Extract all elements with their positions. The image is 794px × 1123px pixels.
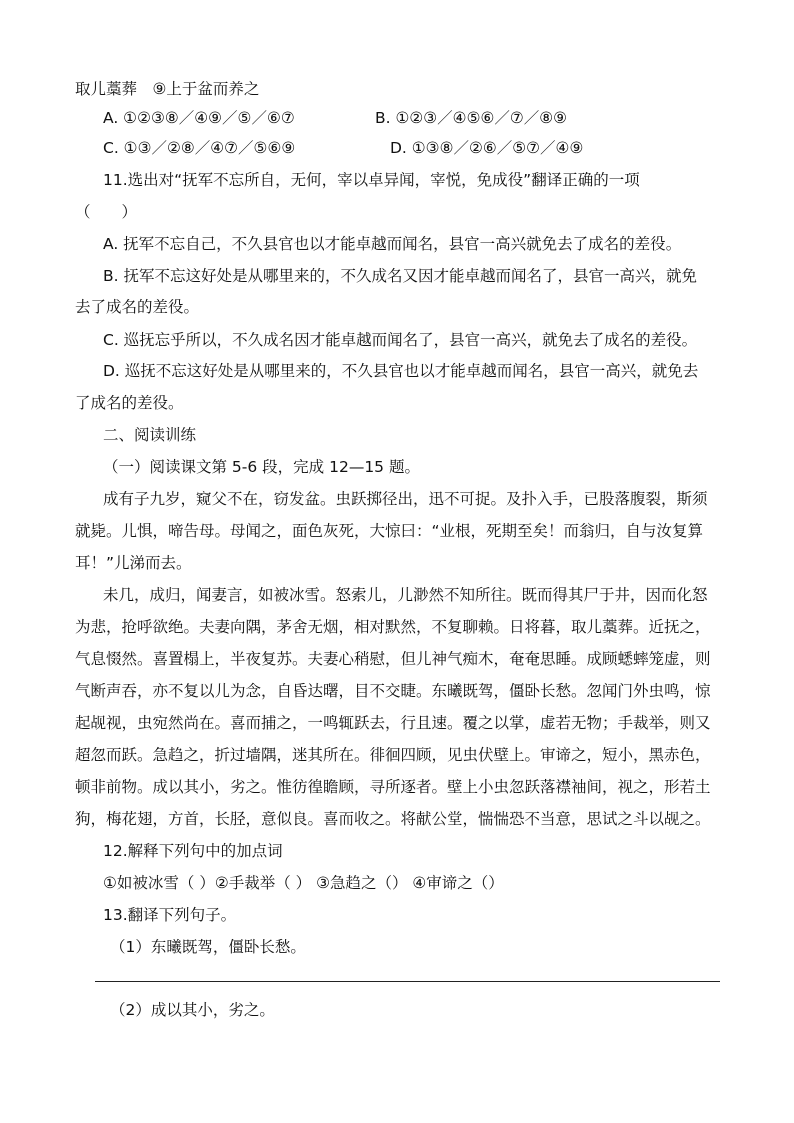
passage-line: 就毙。儿惧，啼告母。母闻之，面色灰死，大惊曰：“业根，死期至矣！而翁归，自与汝复算 xyxy=(75,522,704,540)
q10-option-a: A. ①②③⑧／④⑨／⑤／⑥⑦ xyxy=(103,109,295,127)
passage-line: 顿非前物。成以其小，劣之。惟彷徨瞻顾，寻所逐者。壁上小虫忽跃落襟袖间，视之，形若土 xyxy=(75,778,711,796)
answer-line[interactable] xyxy=(95,981,720,982)
passage-line: 气息惙然。喜置榻上，半夜复苏。夫妻心稍慰，但儿神气痴木，奄奄思睡。成顾蟋蟀笼虚，则 xyxy=(75,650,711,668)
q12-items: ①如被冰雪（ ）②手裁举（ ） ③急趋之（） ④审谛之（） xyxy=(103,874,504,892)
passage-line: 未几，成归，闻妻言，如被冰雪。怒索儿，儿渺然不知所往。既而得其尸于井，因而化怒 xyxy=(103,586,708,604)
q11-option-b-line2: 去了成名的差役。 xyxy=(75,298,200,316)
q11-option-d-line2: 了成名的差役。 xyxy=(75,394,184,412)
q10-option-c: C. ①③／②⑧／④⑦／⑤⑥⑨ xyxy=(103,139,296,157)
passage-line: 狗，梅花翅，方首，长胫，意似良。喜而收之。将献公堂，惴惴恐不当意，思试之斗以觇之。 xyxy=(75,810,711,828)
q10-option-d: D. ①③⑧／②⑥／⑤⑦／④⑨ xyxy=(390,139,584,157)
q11-option-d-line1: D. 巡抚不忘这好处是从哪里来的，不久县官也以才能卓越而闻名，县官一高兴，就免去 xyxy=(103,362,699,380)
passage-line: 耳！”儿涕而去。 xyxy=(75,554,192,572)
q13-stem: 13.翻译下列句子。 xyxy=(103,906,237,924)
passage-line: 气断声吞，亦不复以儿为念，自昏达曙，目不交睫。东曦既驾，僵卧长愁。忽闻门外虫鸣，惊 xyxy=(75,682,711,700)
q11-stem: 11.选出对“抚军不忘所自，无何，宰以卓异闻，宰悦，免成役”翻译正确的一项 xyxy=(103,171,640,189)
q12-stem: 12.解释下列句中的加点词 xyxy=(103,842,283,860)
passage-line: 为悲，抢呼欲绝。夫妻向隅，茅舍无烟，相对默然，不复聊赖。日将暮，取儿藁葬。近抚之， xyxy=(75,618,711,636)
q10-tail: 取儿藁葬 ⑨上于盆而养之 xyxy=(75,80,260,98)
passage-line: 成有子九岁，窥父不在，窃发盆。虫跃掷径出，迅不可捉。及扑入手，已股落腹裂，斯须 xyxy=(103,490,708,508)
q10-option-b: B. ①②③／④⑤⑥／⑦／⑧⑨ xyxy=(375,109,568,127)
passage-line: 起觇视，虫宛然尚在。喜而捕之，一鸣辄跃去，行且速。覆之以掌，虚若无物；手裁举，则又 xyxy=(75,714,711,732)
q13-sentence-2: （2）成以其小，劣之。 xyxy=(110,1001,275,1019)
passage-line: 超忽而跃。急趋之，折过墙隅，迷其所在。徘徊四顾，见虫伏壁上。审谛之，短小，黑赤色， xyxy=(75,746,711,764)
q11-option-a: A. 抚军不忘自己，不久县官也以才能卓越而闻名，县官一高兴就免去了成名的差役。 xyxy=(103,235,682,253)
q11-option-c: C. 巡抚忘乎所以，不久成名因才能卓越而闻名了，县官一高兴，就免去了成名的差役。 xyxy=(103,331,698,349)
q11-option-b-line1: B. 抚军不忘这好处是从哪里来的，不久成名又因才能卓越而闻名了，县官一高兴，就免 xyxy=(103,267,697,285)
section-subheading: （一）阅读课文第 5-6 段，完成 12—15 题。 xyxy=(103,458,420,476)
q11-answer-paren: （ ） xyxy=(75,203,138,221)
section-heading: 二、阅读训练 xyxy=(103,426,197,444)
q13-sentence-1: （1）东曦既驾，僵卧长愁。 xyxy=(110,938,306,956)
